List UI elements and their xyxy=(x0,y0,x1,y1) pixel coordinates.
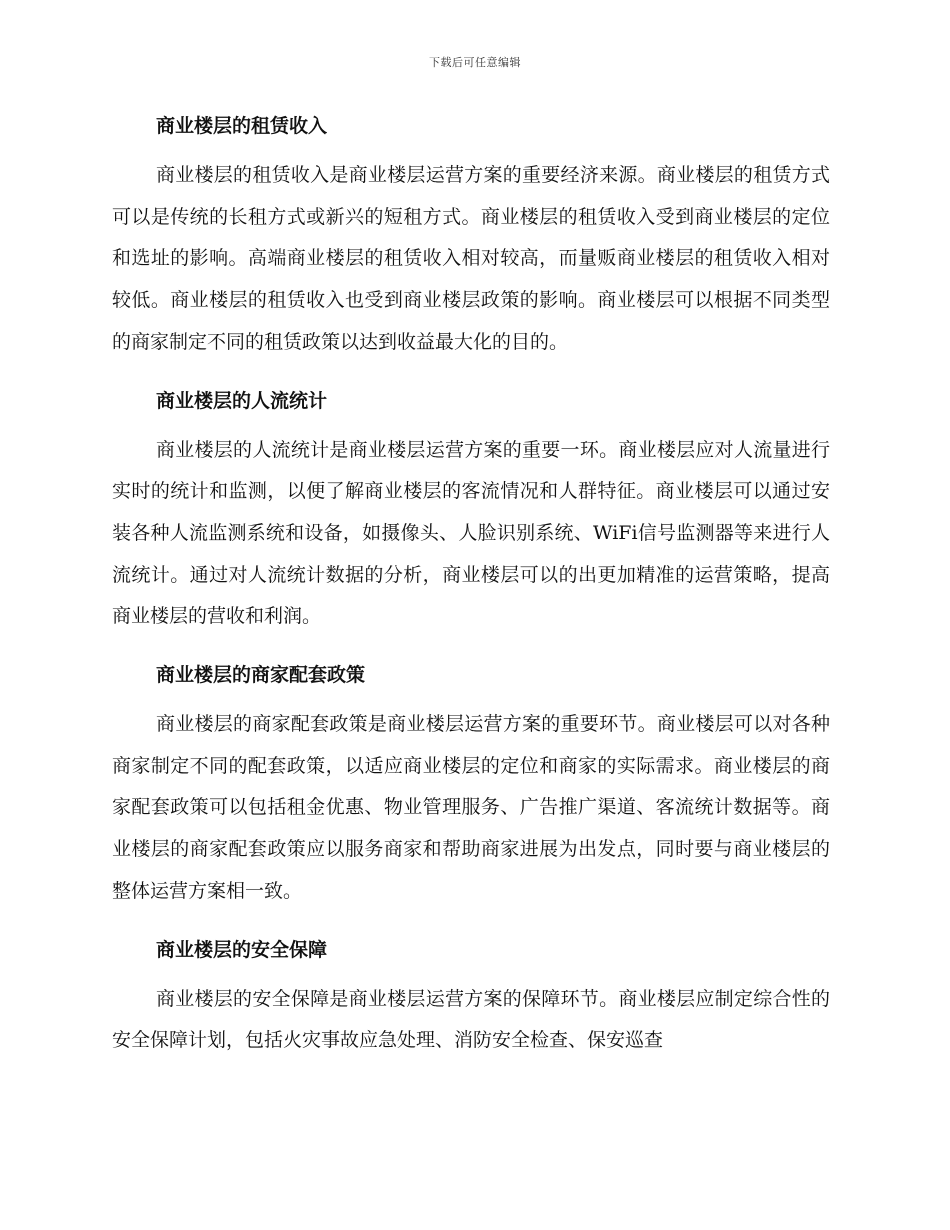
section-title-rental-income: 商业楼层的租赁收入 xyxy=(156,115,328,137)
section-title-merchant-policy: 商业楼层的商家配套政策 xyxy=(156,664,366,687)
section-title-security: 商业楼层的安全保障 xyxy=(156,938,328,961)
section-body-rental-income: 商业楼层的租赁收入是商业楼层运营方案的重要经济来源。商业楼层的租赁方式可以是传统的长租方式或新兴的短租方式。商业楼层的租赁收入受到商业楼层的定位和选址的影响。高端商业楼层的租赁收入相对较高，而量贩商业楼层的租赁收入相对较低。商业楼层的租赁收入也受到商业楼层政策的影响。商业楼层可以根据不同类型的商家制定不同的租赁政策以达到收益最大化的目的。 xyxy=(112,164,830,353)
section-body-merchant-policy: 商业楼层的商家配套政策是商业楼层运营方案的重要环节。商业楼层可以对各种商家制定不同的配套政策，以适应商业楼层的定位和商家的实际需求。商业楼层的商家配套政策可以包括租金优惠、物业管理服务、广告推广渠道、客流统计数据等。商业楼层的商家配套政策应以服务商家和帮助商家进展为出发点，同时要与商业楼层的整体运营方案相一致。 xyxy=(112,713,830,902)
section-body-security: 商业楼层的安全保障是商业楼层运营方案的保障环节。商业楼层应制定综合性的安全保障计划，包括火灾事故应急处理、消防安全检查、保安巡查 xyxy=(112,987,830,1052)
section-body-foot-traffic: 商业楼层的人流统计是商业楼层运营方案的重要一环。商业楼层应对人流量进行实时的统计和监测，以便了解商业楼层的客流情况和人群特征。商业楼层可以通过安装各种人流监测系统和设备，如摄像头、人脸识别系统、WiFi信号监测器等来进行人流统计。通过对人流统计数据的分析，商业楼层可以的出更加精准的运营策略，提高商业楼层的营收和利润。 xyxy=(112,438,830,628)
page-header: 下载后可任意编辑 xyxy=(429,56,521,69)
section-title-foot-traffic: 商业楼层的人流统计 xyxy=(156,389,328,412)
document-content xyxy=(112,110,830,1062)
